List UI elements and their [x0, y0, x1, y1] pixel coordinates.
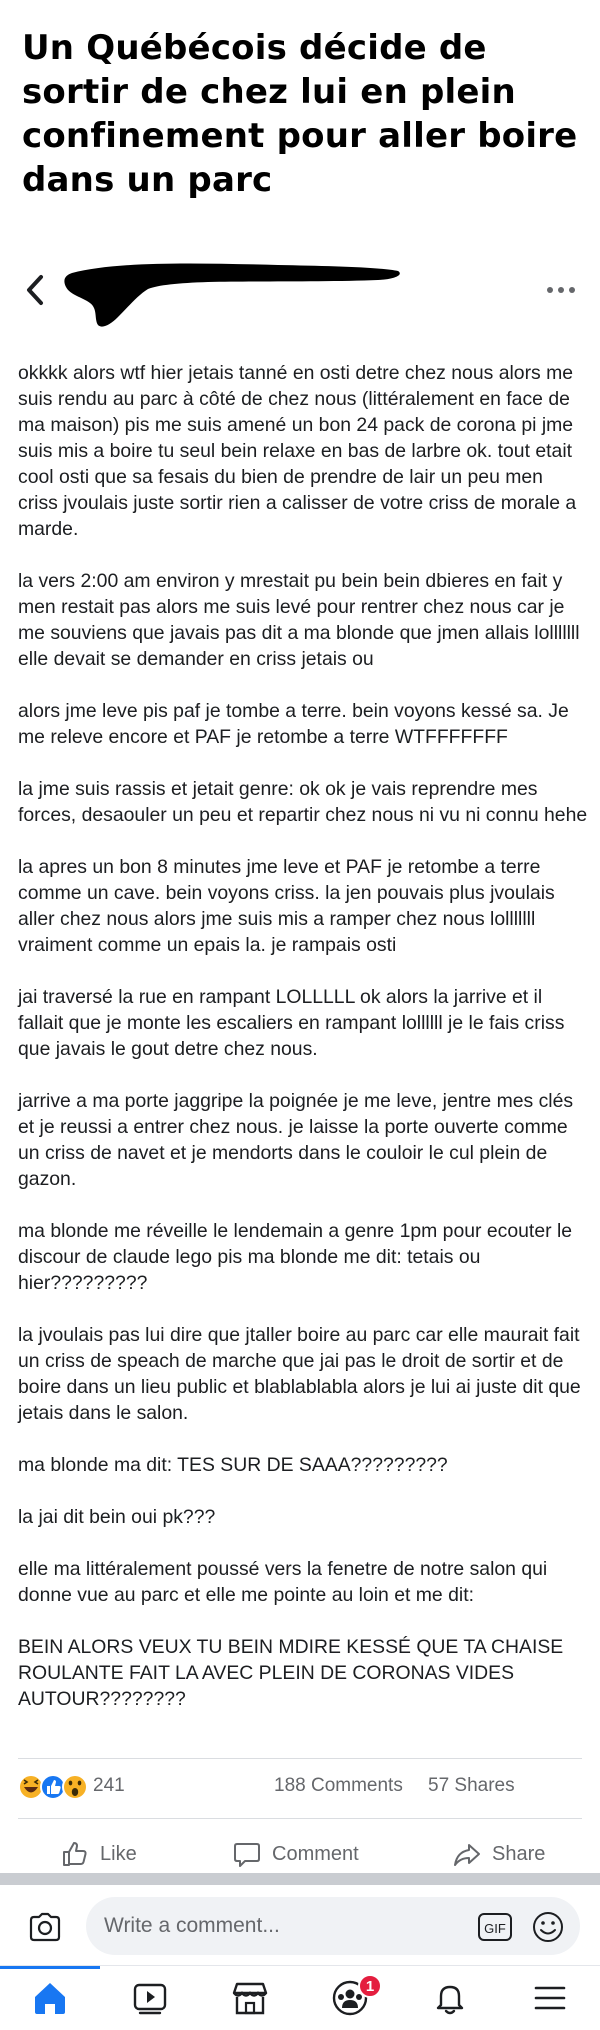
redacted-name-scribble [58, 255, 408, 335]
meme-title: Un Québécois décide de sortir de chez lui en plein confinement pour aller boire dans un parc [22, 28, 578, 200]
like-reaction-icon [41, 1775, 65, 1799]
chevron-left-icon[interactable] [22, 272, 48, 308]
post-paragraph: alors jme leve pis paf je tombe a terre. bein voyons kessé sa. Je me releve encore et PAF je retombe a terre WTFFFFFFF [18, 700, 569, 748]
share-label: Share [492, 1842, 546, 1865]
share-arrow-icon [452, 1839, 482, 1869]
post-paragraph: ma blonde ma dit: TES SUR DE SAAA????????? [18, 1454, 448, 1476]
gif-icon[interactable] [477, 1911, 513, 1943]
divider [18, 1758, 582, 1759]
comment-bubble-icon [232, 1839, 262, 1869]
section-separator [0, 1873, 600, 1885]
like-label: Like [100, 1842, 137, 1865]
post-paragraph: la jvoulais pas lui dire que jtaller boire au parc car elle maurait fait un criss de speach de marche que jai pas le droit de sortir et de boire dans un lieu public et blablablabla alors je lui ai juste dit que jetais dans le salon. [18, 1324, 581, 1424]
tab-home[interactable] [30, 1978, 70, 2018]
thumbs-up-icon [60, 1839, 90, 1869]
wow-reaction-icon [63, 1775, 87, 1799]
home-icon [30, 1978, 70, 2018]
divider [18, 1818, 582, 1819]
post-paragraph: okkkk alors wtf hier jetais tanné en osti detre chez nous alors me suis rendu au parc à côté de chez nous (littéralement en face de ma maison) pis me suis amené un bon 24 pack de corona pi jme suis mis a boire tu seul bein relaxe en bas de larbre ok. tout etait cool osti que sa fesais du bien de prendre de lair un peu men criss jvoulais juste sortir rien a calisser de votre criss de morale a marde. [18, 362, 577, 540]
post-paragraph: BEIN ALORS VEUX TU BEIN MDIRE KESSÉ QUE TA CHAISE ROULANTE FAIT LA AVEC PLEIN DE CORONAS VIDES AUTOUR???????? [18, 1636, 564, 1710]
bell-icon [430, 1978, 470, 2018]
post-header [0, 255, 600, 325]
post-body [18, 360, 588, 1738]
comment-button[interactable] [232, 1834, 359, 1874]
post-paragraph: la vers 2:00 am environ y mrestait pu bein bein dbieres en fait y men restait pas alors me suis levé pour rentrer chez nous car je me souviens que javais pas dit a ma blonde que jmen allais lolllllll elle devait se demander en criss jetais ou [18, 570, 580, 670]
like-button[interactable] [60, 1834, 137, 1874]
post-paragraph: elle ma littéralement poussé vers la fenetre de notre salon qui donne vue au parc et elle me pointe au loin et me dit: [18, 1558, 548, 1606]
more-dots-icon[interactable] [544, 278, 578, 302]
camera-icon[interactable] [28, 1911, 62, 1943]
gif-label: GIF [484, 1921, 506, 1936]
comments-count[interactable]: 188 Comments [274, 1775, 403, 1796]
laugh-reaction-icon [19, 1775, 43, 1799]
shares-count[interactable]: 57 Shares [428, 1775, 515, 1796]
groups-badge: 1 [358, 1974, 382, 1998]
tab-watch[interactable] [130, 1978, 170, 2018]
watch-icon [130, 1978, 170, 2018]
comment-label: Comment [272, 1842, 359, 1865]
tab-menu[interactable] [530, 1978, 570, 2018]
post-paragraph: la jme suis rassis et jetait genre: ok ok je vais reprendre mes forces, desaouler un peu et repartir chez nous ni vu ni connu hehe [18, 778, 588, 826]
share-button[interactable] [452, 1834, 545, 1874]
marketplace-icon [230, 1978, 270, 2018]
post-paragraph: la apres un bon 8 minutes jme leve et PAF je retombe a terre comme un cave. bein voyons criss. la jen pouvais plus jvoulais aller chez nous alors jme suis mis a ramper chez nous lolllllll vraiment comme un epais la. je rampais osti [18, 856, 555, 956]
post-paragraph: ma blonde me réveille le lendemain a genre 1pm pour ecouter le discour de claude lego pis ma blonde me dit: tetais ou hier????????? [18, 1220, 573, 1294]
post-paragraph: la jai dit bein oui pk??? [18, 1506, 216, 1528]
tab-notifications[interactable] [430, 1978, 470, 2018]
emoji-icon[interactable] [531, 1910, 565, 1944]
reactions-bar [18, 1768, 582, 1808]
reaction-icons[interactable] [18, 1772, 90, 1802]
reaction-count[interactable]: 241 [93, 1775, 125, 1796]
hamburger-menu-icon [530, 1978, 570, 2018]
comment-composer [0, 1885, 600, 1965]
active-tab-indicator [0, 1966, 100, 1969]
bottom-tab-bar [0, 1965, 600, 2030]
tab-marketplace[interactable] [230, 1978, 270, 2018]
post-paragraph: jai traversé la rue en rampant LOLLLLL ok alors la jarrive et il fallait que je monte les escaliers en rampant lollllll je le fais criss que javais le gout detre chez nous. [18, 986, 565, 1060]
post-paragraph: jarrive a ma porte jaggripe la poignée je me leve, jentre mes clés et je reussi a entrer chez nous. je laisse la porte ouverte comme un criss de navet et je mendorts dans le couloir le cul plein de gazon. [18, 1090, 574, 1190]
